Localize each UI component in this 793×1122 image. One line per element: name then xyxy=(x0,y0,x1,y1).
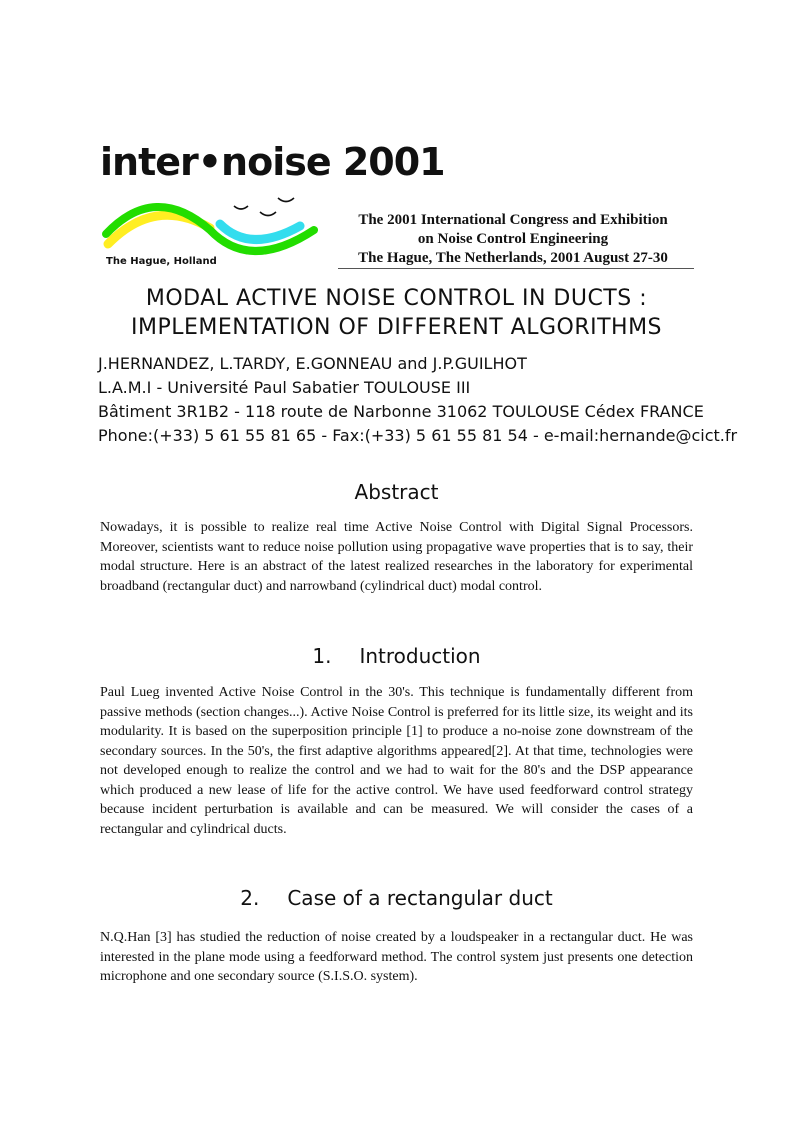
section-heading-introduction xyxy=(100,643,693,669)
section-text-rectangular-duct: N.Q.Han [3] has studied the reduction of noise created by a loudspeaker in a rectangular duct. He was interested in the plane mode using a feedforward method. The control system just presents one detection microphone and one secondary source (S.I.S.O. system). xyxy=(100,930,693,984)
conference-subject-line: on Noise Control Engineering xyxy=(417,231,609,247)
conference-logo-wordmark: inter•noise 2001 xyxy=(100,140,445,184)
author-names: J.HERNANDEZ, L.TARDY, E.GONNEAU and J.P.GUILHOT xyxy=(98,354,527,373)
section-number: 2. xyxy=(240,886,260,910)
section-text-introduction: Paul Lueg invented Active Noise Control in the 30's. This technique is fundamentally different from passive methods (section changes...). Active Noise Control is preferred for its little size, its weight and its modularity. It is based on the superposition principle [1] to produce a no-noise zone downstream of the secondary sources. In the 50's, the first adaptive algorithms appeared[2]. At that time, technologies were not developed enough to realize the control and we had to wait for the 80's and the DSP appearance which produced a new lease of life for the active control. We have used feedforward control strategy because incident perturbation is available and can be measured. We will consider the cases of a rectangular and cylindrical ducts. xyxy=(100,685,693,837)
section-title: Introduction xyxy=(359,644,481,668)
conference-name-line: The 2001 International Congress and Exhibition xyxy=(358,212,668,228)
author-contact: Phone:(+33) 5 61 55 81 65 - Fax:(+33) 5 61 55 81 54 - e-mail:hernande@cict.fr xyxy=(98,426,738,445)
conference-logo-place: The Hague, Holland xyxy=(106,256,217,267)
conference-info xyxy=(332,211,694,268)
section-title: Case of a rectangular duct xyxy=(287,886,553,910)
conference-date-line: The Hague, The Netherlands, 2001 August 27-30 xyxy=(358,250,668,266)
section-number: 1. xyxy=(312,644,332,668)
abstract-heading: Abstract xyxy=(354,480,439,504)
author-address: Bâtiment 3R1B2 - 118 route de Narbonne 31062 TOULOUSE Cédex FRANCE xyxy=(98,402,704,421)
author-block xyxy=(98,352,738,448)
header-divider xyxy=(338,268,694,269)
paper-title-line-2: IMPLEMENTATION OF DIFFERENT ALGORITHMS xyxy=(130,315,663,340)
paper-title-line-1: MODAL ACTIVE NOISE CONTROL IN DUCTS : xyxy=(145,286,648,311)
abstract-text: Nowadays, it is possible to realize real time Active Noise Control with Digital Signal Processors. Moreover, scientists want to reduce noise pollution using propagative wave properties that is to say, their modal structure. Here is an abstract of the latest realized researches in the laboratory for experimental broadband (rectangular duct) and narrowband (cylindrical duct) modal control. xyxy=(100,520,693,594)
paper-title xyxy=(60,284,733,342)
section-heading-rectangular-duct xyxy=(100,885,693,911)
author-affiliation: L.A.M.I - Université Paul Sabatier TOULOUSE III xyxy=(98,378,471,397)
